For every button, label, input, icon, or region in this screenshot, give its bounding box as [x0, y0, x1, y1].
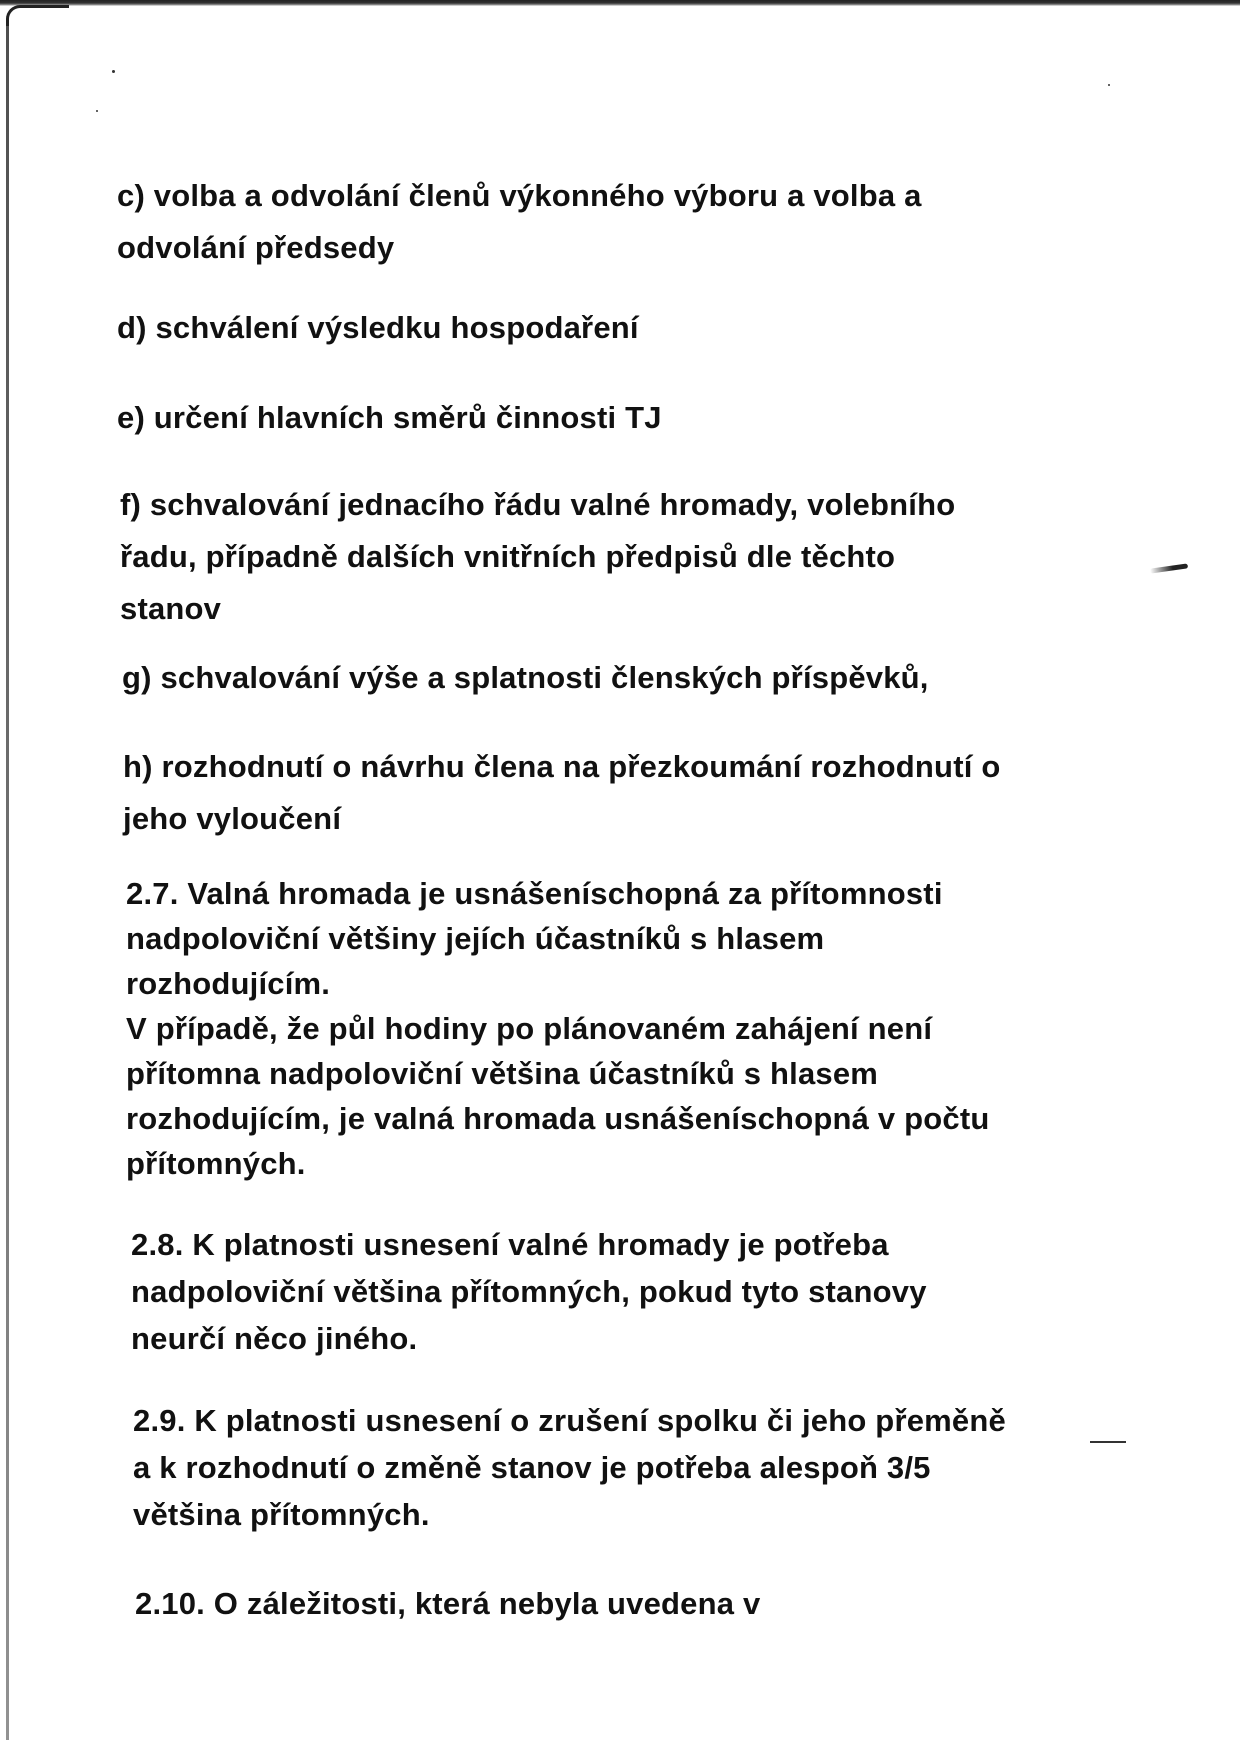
text-line: nadpoloviční většiny jejích účastníků s hlasem	[126, 921, 825, 956]
text-line: nadpoloviční většina přítomných, pokud tyto stanovy	[131, 1274, 927, 1309]
text-line: 2.9. K platnosti usnesení o zrušení spolku či jeho přeměně	[133, 1403, 1006, 1438]
list-item-c	[117, 170, 922, 274]
text-line: přítomna nadpoloviční většina účastníků s hlasem	[126, 1056, 879, 1091]
text-line: neurčí něco jiného.	[131, 1321, 418, 1356]
section-2-9	[133, 1397, 1006, 1538]
text-line: rozhodujícím, je valná hromada usnášeníschopná v počtu	[126, 1101, 990, 1136]
text-line: 2.10. O záležitosti, která nebyla uvedena v	[135, 1586, 761, 1621]
scan-dash-mark	[1150, 563, 1188, 573]
text-line: a k rozhodnutí o změně stanov je potřeba alespoň 3/5	[133, 1450, 931, 1485]
text-line: většina přítomných.	[133, 1497, 430, 1532]
scan-top-edge	[0, 0, 1240, 6]
text-line: odvolání předsedy	[117, 230, 395, 265]
scan-corner-mark	[6, 5, 69, 26]
section-2-10	[135, 1578, 760, 1630]
scan-speck	[112, 70, 115, 73]
list-item-h	[123, 741, 1000, 845]
list-item-e	[117, 392, 662, 444]
scan-underline-mark	[1090, 1441, 1126, 1443]
scan-left-edge	[6, 20, 9, 1740]
text-line: g) schvalování výše a splatnosti členských příspěvků,	[122, 660, 929, 695]
text-line: řadu, případně dalších vnitřních předpisů dle těchto	[120, 539, 896, 574]
list-item-d	[117, 302, 639, 354]
text-line: rozhodujícím.	[126, 966, 331, 1001]
text-line: c) volba a odvolání členů výkonného výboru a volba a	[117, 178, 922, 213]
list-item-f	[120, 479, 955, 635]
text-line: jeho vyloučení	[123, 801, 342, 836]
scan-speck	[1108, 84, 1110, 86]
text-line: d) schválení výsledku hospodaření	[117, 310, 639, 345]
text-line: f) schvalování jednacího řádu valné hromady, volebního	[120, 487, 956, 522]
text-line: přítomných.	[126, 1146, 306, 1181]
scan-speck	[96, 110, 98, 112]
text-line: e) určení hlavních směrů činnosti TJ	[117, 400, 662, 435]
list-item-g	[122, 652, 929, 704]
text-line: 2.8. K platnosti usnesení valné hromady je potřeba	[131, 1227, 889, 1262]
text-line: 2.7. Valná hromada je usnášeníschopná za přítomnosti	[126, 876, 943, 911]
section-2-7	[126, 871, 989, 1186]
text-line: h) rozhodnutí o návrhu člena na přezkoumání rozhodnutí o	[123, 749, 1001, 784]
section-2-8	[131, 1221, 927, 1362]
text-line: V případě, že půl hodiny po plánovaném zahájení není	[126, 1011, 933, 1046]
text-line: stanov	[120, 591, 222, 626]
